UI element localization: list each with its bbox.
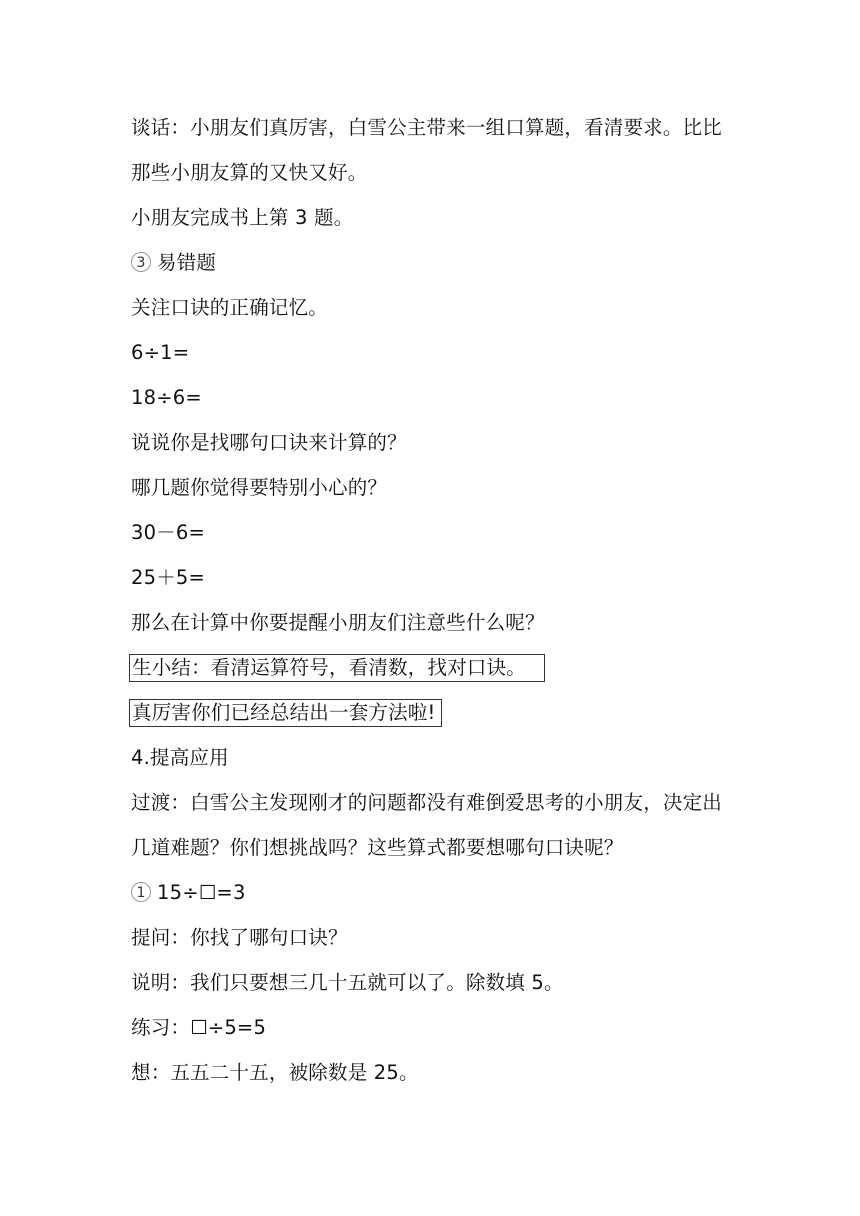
- section-error-prone: [131, 251, 216, 275]
- student-summary-box: 生小结：看清运算符号，看清数，找对口诀。: [129, 654, 545, 682]
- task-instruction: 小朋友完成书上第 3 题。: [131, 206, 354, 229]
- praise-box: 真厉害你们已经总结出一套方法啦!: [129, 699, 442, 727]
- question-prompt: 提问：你找了哪句口诀？: [131, 926, 348, 949]
- section-4-heading: 4.提高应用: [131, 746, 229, 769]
- question-careful: 哪几题你觉得要特别小心的？: [131, 476, 388, 499]
- equation-25-plus-5: 25＋5=: [131, 566, 206, 589]
- explanation-line: 说明：我们只要想三几十五就可以了。除数填 5。: [131, 971, 564, 994]
- circled-number-1-icon: 1: [131, 882, 151, 902]
- question-remind: 那么在计算中你要提醒小朋友们注意些什么呢？: [131, 611, 545, 634]
- practice-line: 练习：☐÷5=5: [131, 1016, 267, 1039]
- transition-line-1: 过渡：白雪公主发现刚才的问题都没有难倒爱思考的小朋友，决定出: [131, 791, 723, 814]
- dialogue-line-1: 谈话：小朋友们真厉害，白雪公主带来一组口算题，看清要求。比比: [131, 116, 723, 139]
- equation-6-div-1: 6÷1=: [131, 341, 190, 364]
- focus-note: 关注口诀的正确记忆。: [131, 296, 329, 319]
- circled-number-3-icon: 3: [131, 252, 151, 272]
- challenge-item-1: [131, 881, 246, 905]
- section-error-prone-title: 易错题: [157, 251, 217, 274]
- equation-18-div-6: 18÷6=: [131, 386, 202, 409]
- transition-line-2: 几道难题？你们想挑战吗？这些算式都要想哪句口诀呢？: [131, 836, 624, 859]
- equation-30-minus-6: 30－6=: [131, 521, 206, 544]
- dialogue-line-2: 那些小朋友算的又快又好。: [131, 161, 368, 184]
- think-line: 想：五五二十五，被除数是 25。: [131, 1061, 419, 1084]
- challenge-equation: 15÷☐=3: [157, 881, 246, 904]
- question-which-rhyme: 说说你是找哪句口诀来计算的？: [131, 431, 407, 454]
